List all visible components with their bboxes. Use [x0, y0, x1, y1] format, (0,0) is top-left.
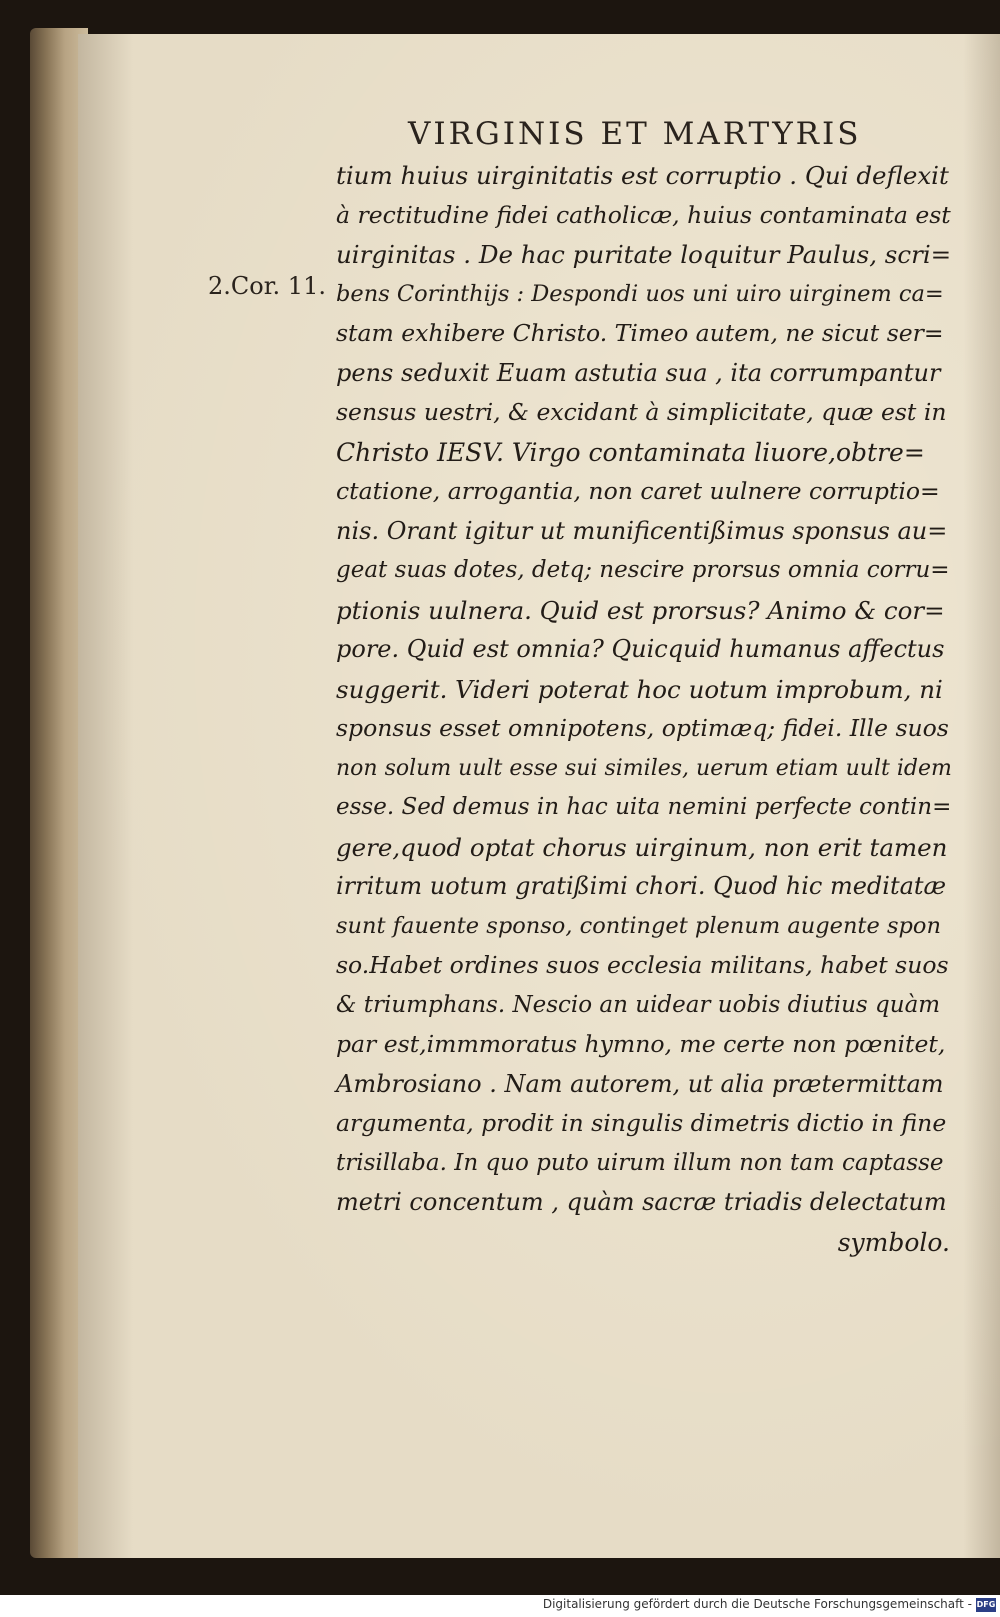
margin-note: 2.Cor. 11.	[208, 272, 326, 300]
text-line: esse. Sed demus in hac uita nemini perfecte contin=	[336, 794, 952, 820]
text-line: so.Habet ordines suos ecclesia militans, habet suos	[336, 951, 949, 979]
text-line: nis. Orant igitur ut munificentißimus sponsus au=	[336, 516, 948, 545]
text-line: ctatione, arrogantia, non caret uulnere corruptio=	[336, 477, 940, 505]
text-line: à rectitudine fidei catholicæ, huius contaminata est	[336, 200, 951, 229]
text-line: geat suas dotes, detq; nescire prorsus omnia corru=	[336, 557, 950, 583]
text-line: suggerit. Videri poterat hoc uotum improbum, ni	[336, 674, 943, 704]
text-line: pens seduxit Euam astutia sua , ita corrumpantur	[336, 358, 941, 387]
text-line: metri concentum , quàm sacræ triadis delectatum	[336, 1188, 947, 1216]
running-head: VIRGINIS ET MARTYRIS	[408, 116, 862, 152]
footer-credit: Digitalisierung gefördert durch die Deutsche Forschungsgemeinschaft -	[542, 1597, 972, 1611]
text-line: & triumphans. Nescio an uidear uobis diutius quàm	[336, 991, 941, 1018]
text-line: sensus uestri, & excidant à simplicitate, quæ est in	[336, 398, 947, 426]
text-line: stam exhibere Christo. Timeo autem, ne sicut ser=	[336, 319, 944, 347]
text-line-final: symbolo.	[837, 1227, 950, 1257]
text-line: uirginitas . De hac puritate loquitur Paulus, scri=	[336, 240, 952, 269]
text-line: sunt fauente sponso, continget plenum augente spon	[336, 912, 941, 939]
dfg-logo-icon: DFG	[976, 1598, 996, 1612]
text-line: bens Corinthijs : Despondi uos uni uiro uirginem ca=	[336, 280, 944, 307]
text-line: sponsus esset omnipotens, optimæq; fidei. Ille suos	[336, 714, 949, 742]
text-line: non solum uult esse sui similes, uerum etiam uult idem	[336, 755, 952, 781]
text-line: pore. Quid est omnia? Quicquid humanus affectus	[336, 635, 945, 663]
text-line: trisillaba. In quo puto uirum illum non tam captasse	[336, 1149, 944, 1176]
text-line: irritum uotum gratißimi chori. Quod hic meditatæ	[336, 872, 947, 900]
text-line: ptionis uulnera. Quid est prorsus? Animo & cor=	[336, 595, 945, 625]
text-line: par est,immmoratus hymno, me certe non pœnitet,	[336, 1030, 946, 1058]
text-line: Christo IESV. Virgo contaminata liuore,obtre=	[336, 437, 925, 467]
text-line: tium huius uirginitatis est corruptio . Qui deflexit	[336, 161, 949, 190]
text-block	[336, 156, 956, 1262]
text-line: argumenta, prodit in singulis dimetris dictio in fine	[336, 1109, 947, 1137]
digitization-footer	[0, 1595, 1000, 1617]
text-line: Ambrosiano . Nam autorem, ut alia prætermittam	[336, 1069, 944, 1098]
text-line: gere,quod optat chorus uirginum, non erit tamen	[336, 832, 948, 862]
